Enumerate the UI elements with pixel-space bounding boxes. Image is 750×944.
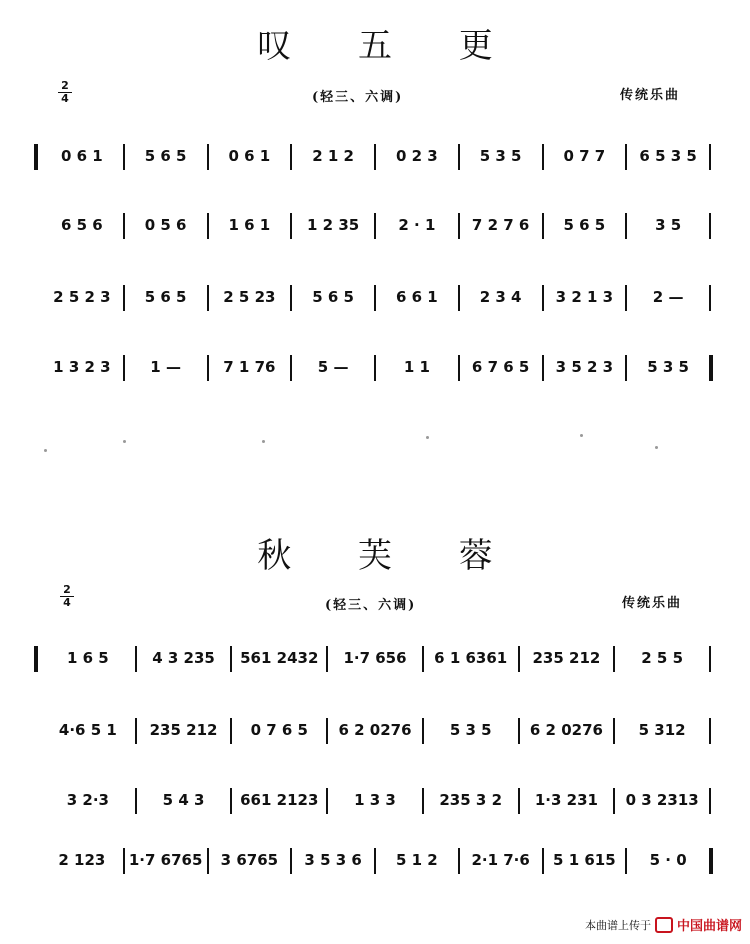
measure: 5 6 5 (144, 288, 187, 306)
composer-label: 传统乐曲 (620, 88, 681, 103)
measure: 6 5 3 5 (639, 147, 697, 165)
score-line (40, 205, 710, 245)
measure: 1 3 3 (354, 791, 396, 809)
measure: 1 6 1 (228, 216, 271, 234)
start-barline (34, 144, 38, 170)
measure: 5 312 (638, 721, 686, 739)
score-line (40, 277, 710, 317)
measure: 6 5 6 (60, 216, 103, 234)
score-line (40, 840, 710, 880)
measure: 5 · 0 (649, 851, 687, 869)
barline (709, 718, 711, 744)
score-line (40, 710, 710, 750)
measure: 1 — (150, 358, 181, 376)
measure: 0 7 7 (563, 147, 606, 165)
measure: 5 3 5 (479, 147, 522, 165)
score-line (40, 638, 710, 678)
paper-speck (262, 440, 265, 443)
measure: 3 2 1 3 (555, 288, 614, 306)
measure: 6 2 0276 (529, 721, 603, 739)
end-barline (709, 355, 713, 381)
measure: 5 6 5 (563, 216, 606, 234)
measure: 2 123 (58, 851, 106, 869)
measure: 3 5 2 3 (555, 358, 614, 376)
measure: 2 5 2 3 (53, 288, 111, 306)
upload-credit (585, 915, 742, 934)
measure: 235 3 2 (439, 791, 503, 809)
measure: 0 2 3 (395, 147, 438, 165)
measure: 235 212 (532, 649, 601, 667)
paper-speck (426, 436, 429, 439)
barline (709, 788, 711, 814)
measure: 7 1 76 (223, 358, 276, 376)
time-signature-numerator: 2 (60, 584, 74, 597)
measure: 6 6 1 (395, 288, 438, 306)
start-barline (34, 646, 38, 672)
measure: 0 6 1 (60, 147, 103, 165)
measure: 2 — (652, 288, 684, 306)
time-signature-denominator: 4 (61, 92, 69, 105)
measure: 3 6765 (220, 851, 279, 869)
upload-credit-text: 本曲谱上传于 (584, 918, 651, 932)
piece-title: 秋 芙 蓉 (257, 536, 521, 576)
barline (709, 285, 711, 311)
score-line (40, 136, 710, 176)
measure: 5 4 3 (162, 791, 205, 809)
measure: 5 1 2 (395, 851, 438, 869)
site-brand-name[interactable]: 中国曲谱网 (676, 919, 742, 934)
measure: 2 1 2 (312, 147, 354, 165)
measure: 2 · 1 (398, 216, 436, 234)
barline (709, 646, 711, 672)
paper-speck (44, 449, 47, 452)
measure: 6 2 0276 (338, 721, 412, 739)
measure: 0 3 2313 (625, 791, 699, 809)
measure: 2·1 7·6 (471, 851, 530, 869)
end-barline (709, 848, 713, 874)
measure: 0 6 1 (228, 147, 271, 165)
barline (709, 213, 711, 239)
measure: 6 1 6361 (434, 649, 508, 667)
measure: 5 — (317, 358, 349, 376)
paper-speck (655, 446, 658, 449)
barline (709, 144, 711, 170)
measure: 2 5 5 (641, 649, 684, 667)
tuning-subtitle: (轻三、六调) (325, 598, 417, 613)
measure: 1 3 2 3 (53, 358, 111, 376)
measure: 0 5 6 (144, 216, 187, 234)
measure: 4 3 235 (152, 649, 215, 667)
measure: 5 6 5 (312, 288, 354, 306)
piece-title: 叹 五 更 (257, 26, 521, 66)
measure: 235 212 (149, 721, 218, 739)
score-line (40, 780, 710, 820)
measure: 1 1 (403, 358, 430, 376)
measure: 2 5 23 (223, 288, 276, 306)
measure: 5 1 615 (553, 851, 616, 869)
measure: 1 6 5 (66, 649, 109, 667)
measure: 3 2·3 (66, 791, 109, 809)
measure: 5 3 5 (449, 721, 492, 739)
measure: 3 5 (655, 216, 682, 234)
time-signature-denominator: 4 (63, 596, 71, 609)
measure: 6 7 6 5 (471, 358, 530, 376)
paper-speck (580, 434, 583, 437)
measure: 1·7 656 (343, 649, 407, 667)
measure: 0 7 6 5 (250, 721, 308, 739)
time-signature (58, 80, 72, 105)
measure: 2 3 4 (479, 288, 522, 306)
site-logo-icon (655, 917, 673, 933)
measure: 1·7 6765 (128, 851, 203, 869)
score-line (40, 347, 710, 387)
composer-label: 传统乐曲 (622, 596, 683, 611)
measure: 7 2 7 6 (471, 216, 530, 234)
measure: 1·3 231 (534, 791, 598, 809)
measure: 1 2 35 (307, 216, 360, 234)
tuning-subtitle: (轻三、六调) (312, 90, 404, 105)
measure: 4·6 5 1 (58, 721, 117, 739)
time-signature (60, 584, 74, 609)
measure: 661 2123 (240, 791, 319, 809)
measure: 561 2432 (240, 649, 319, 667)
time-signature-numerator: 2 (58, 80, 72, 93)
paper-speck (123, 440, 126, 443)
measure: 3 5 3 6 (304, 851, 362, 869)
measure: 5 6 5 (144, 147, 187, 165)
measure: 5 3 5 (647, 358, 689, 376)
